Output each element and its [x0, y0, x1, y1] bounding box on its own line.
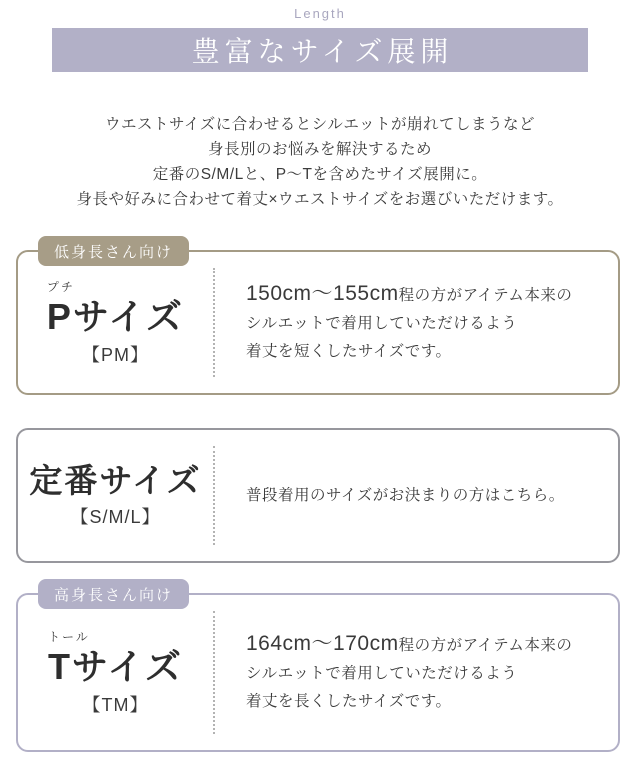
petite-desc-line-2: シルエットで着用していただけるよう	[246, 314, 518, 332]
tall-size-name: Tサイズ	[47, 645, 184, 687]
tall-height-range: 164cm〜170cm	[246, 631, 399, 655]
section-title: 豊富なサイズ展開	[191, 37, 454, 68]
standard-size-code: 【S/M/L】	[70, 507, 161, 528]
section-description	[0, 112, 640, 212]
standard-description	[215, 430, 618, 561]
petite-desc-line-3: 着丈を短くしたサイズです。	[246, 342, 452, 360]
tall-badge: 高身長さん向け	[38, 579, 189, 609]
description-line-3: 定番のS/M/Lと、P〜Tを含めたサイズ展開に。	[152, 166, 488, 183]
tall-desc-line-3: 着丈を長くしたサイズです。	[246, 692, 452, 710]
petite-kana-label: プチ	[46, 279, 75, 294]
tall-desc-line-1	[246, 630, 610, 660]
petite-size-code: 【PM】	[81, 345, 149, 366]
tall-size-label-column	[18, 595, 213, 750]
size-card-standard	[16, 428, 620, 563]
tall-desc-line-2: シルエットで着用していただけるよう	[246, 664, 518, 682]
petite-size-name: Pサイズ	[46, 295, 185, 337]
description-line-4: 身長や好みに合わせて着丈×ウエストサイズをお選びいただけます。	[76, 191, 564, 208]
size-card-petite	[16, 243, 620, 395]
petite-size-label-column	[18, 252, 213, 393]
tall-description	[215, 595, 618, 750]
standard-size-block	[29, 462, 201, 530]
description-line-2: 身長別のお悩みを解決するため	[207, 141, 432, 158]
section-eyebrow: Length	[294, 6, 346, 21]
petite-height-range: 150cm〜155cm	[246, 281, 399, 305]
petite-desc-line-1-rest: 程の方がアイテム本来の	[398, 286, 573, 304]
petite-description	[215, 252, 618, 393]
size-card-tall	[16, 586, 620, 752]
petite-desc-line-1	[246, 280, 610, 310]
standard-desc-line-1: 普段着用のサイズがお決まりの方はこちら。	[246, 486, 565, 504]
petite-size-block	[47, 278, 184, 367]
standard-size-label-column	[18, 430, 213, 561]
tall-kana-label: トール	[47, 629, 90, 644]
section-title-banner	[52, 28, 588, 72]
description-line-1: ウエストサイズに合わせるとシルエットが崩れてしまうなど	[104, 116, 536, 133]
standard-size-name: 定番サイズ	[29, 461, 202, 499]
tall-desc-line-1-rest: 程の方がアイテム本来の	[398, 636, 573, 654]
petite-badge: 低身長さん向け	[38, 236, 189, 266]
tall-size-block	[48, 628, 183, 717]
tall-size-code: 【TM】	[82, 695, 149, 716]
